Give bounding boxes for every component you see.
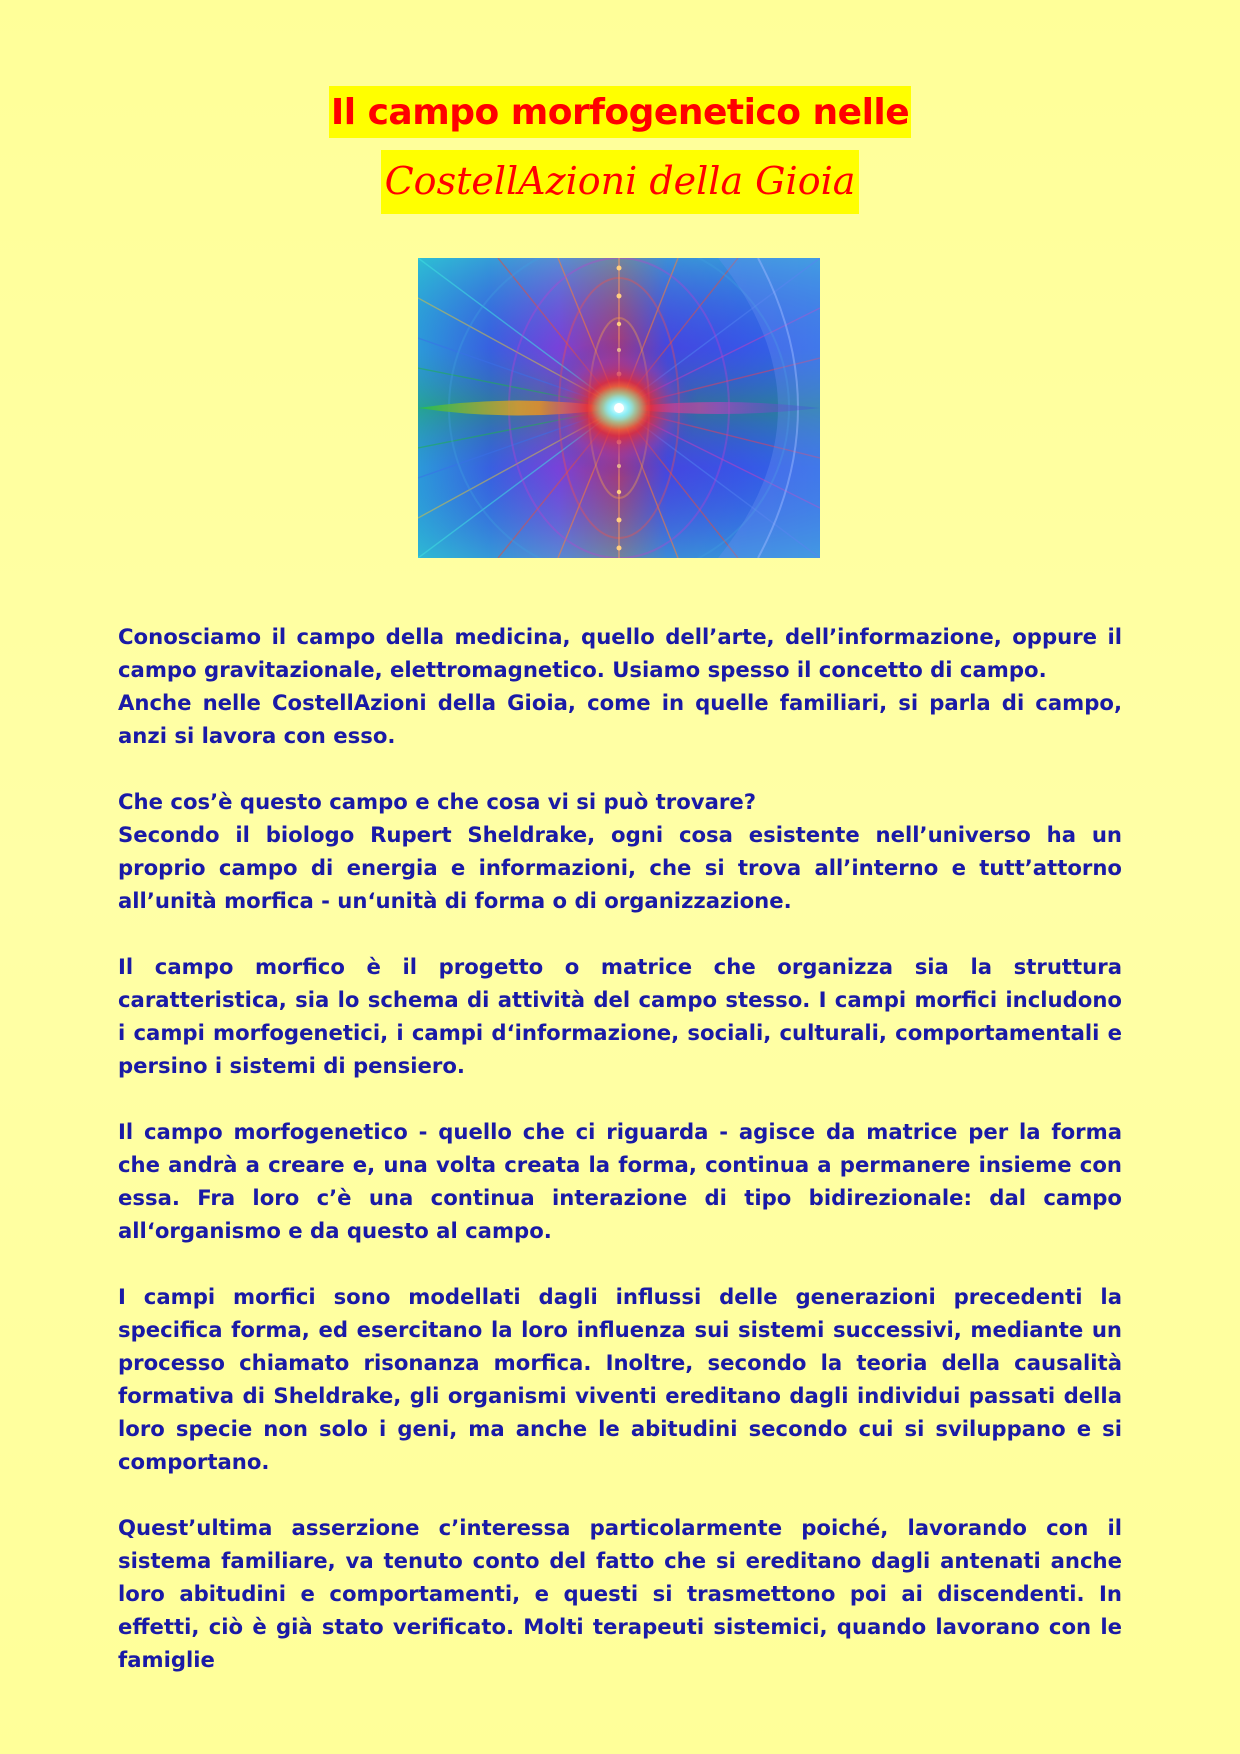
- paragraph-line: Il campo morfico è il progetto o matrice che organizza sia la struttura caratteristica, sia lo schema di attività del campo stesso. I campi morfici includono i campi morfogenetici, i campi d‘informazione, sociali, culturali, comportamentali e persino i sistemi di pensiero.: [118, 954, 1122, 1078]
- page-subtitle: CostellAzioni della Gioia: [381, 150, 860, 214]
- paragraph-line: Che cos’è questo campo e che cosa vi si può trovare?: [118, 789, 756, 814]
- paragraph-line: I campi morfici sono modellati dagli influssi delle generazioni precedenti la specifica forma, ed esercitano la loro influenza sui sistemi successivi, mediante un processo chiamato risonanza morfica. Inoltre, secondo la teoria della causalità formativa di Sheldrake, gli organismi viventi ereditano dagli individui passati della loro specie non solo i geni, ma anche le abitudini secondo cui si sviluppano e si comportano.: [118, 1284, 1122, 1474]
- paragraph-line: Anche nelle CostellAzioni della Gioia, come in quelle familiari, si parla di campo, anzi si lavora con esso.: [118, 690, 1122, 748]
- paragraph-line: Conosciamo il campo della medicina, quello dell’arte, dell’informazione, oppure il campo gravitazionale, elettromagnetico. Usiamo spesso il concetto di campo.: [118, 624, 1122, 682]
- paragraph-line: Il campo morfogenetico - quello che ci riguarda - agisce da matrice per la forma che andrà a creare e, una volta creata la forma, continua a permanere insieme con essa. Fra loro c’è una continua interazione di tipo bidirezionale: dal campo all‘organismo e da questo al campo.: [118, 1119, 1122, 1243]
- article-body: [118, 620, 1122, 1676]
- paragraph-line: Secondo il biologo Rupert Sheldrake, ogni cosa esistente nell’universo ha un proprio campo di energia e informazioni, che si trova all’interno e tutt’attorno all’unità morfica - un‘unità di forma o di organizzazione.: [118, 822, 1122, 913]
- subtitle-block: [0, 150, 1240, 214]
- paragraph: [118, 950, 1122, 1082]
- fractal-image: [418, 258, 820, 558]
- paragraph: [118, 1511, 1122, 1676]
- paragraph-line: Quest’ultima asserzione c’interessa particolarmente poiché, lavorando con il sistema familiare, va tenuto conto del fatto che si ereditano dagli antenati anche loro abitudini e comportamenti, e questi si trasmettono poi ai discendenti. In effetti, ciò è già stato verificato. Molti terapeuti sistemici, quando lavorano con le famiglie: [118, 1515, 1122, 1672]
- title-block: [0, 86, 1240, 138]
- paragraph: [118, 1280, 1122, 1478]
- paragraph: [118, 620, 1122, 752]
- paragraph: [118, 785, 1122, 917]
- paragraph: [118, 1115, 1122, 1247]
- page-title: Il campo morfogenetico nelle: [329, 86, 911, 138]
